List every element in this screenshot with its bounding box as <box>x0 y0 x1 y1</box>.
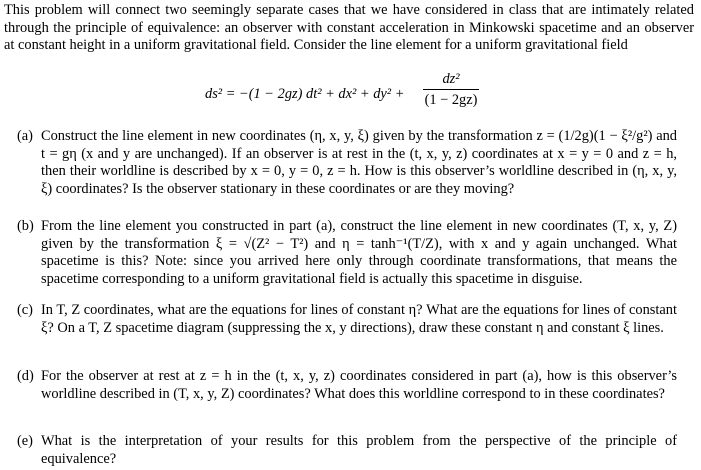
part-a-label: (a) <box>17 128 33 144</box>
fraction-denominator: (1 − 2gz) <box>424 92 478 108</box>
part-d-label: (d) <box>17 368 34 384</box>
part-b-label: (b) <box>17 218 34 234</box>
problem-intro: This problem will connect two seemingly separate cases that we have considered in class that are intimately related through the principle of equivalence: an observer with constant acceleration in Minkowski spacetime and an observer at constant height in a uniform gravitational field. Consider the line element for a uniform gravitational field <box>4 2 694 54</box>
fraction-numerator: dz² <box>442 71 460 87</box>
part-c-text: In T, Z coordinates, what are the equations for lines of constant η? What are the equations for lines of constant ξ? On a T, Z spacetime diagram (suppressing the x, y directions), draw these constant η and constant ξ lines. <box>41 302 677 336</box>
equation-lhs: ds² = −(1 − 2gz) dt² + dx² + dy² + <box>205 86 405 102</box>
part-d-text: For the observer at rest at z = h in the (t, x, y, z) coordinates considered in part (a), how is this observer’s worldline described in (T, x, y, Z) coordinates? What does this worldline correspond to in these coordinates? <box>41 368 677 402</box>
part-b-text: From the line element you constructed in part (a), construct the line element in new coordinates (T, x, y, Z) given by the transformation ξ = √(Z² − T²) and η = tanh⁻¹(T/Z), with x and y again unchanged. What spacetime is this? Note: since you arrived here only through coordinate transformations, that means the spacetime corresponding to a uniform gravitational field is actually this spacetime in disguise. <box>41 218 677 287</box>
equation-fraction <box>423 70 479 109</box>
part-c-label: (c) <box>17 302 33 318</box>
part-a-text: Construct the line element in new coordinates (η, x, y, ξ) given by the transformation z = (1/2g)(1 − ξ²/g²) and t = gη (x and y are unchanged). If an observer is at rest in the (t, x, y, z) coordinates at x = y = 0 and z = h, then their worldline is described by x = 0, y = 0, z = h. How is this observer’s worldline described in (η, x, y, ξ) coordinates? Is the observer stationary in these coordinates or are they moving? <box>41 128 677 197</box>
part-e-text: What is the interpretation of your results for this problem from the perspective of the principle of equivalence? <box>41 433 677 467</box>
fraction-bar <box>423 89 479 90</box>
line-element-equation <box>0 70 701 118</box>
part-e-label: (e) <box>17 433 33 449</box>
